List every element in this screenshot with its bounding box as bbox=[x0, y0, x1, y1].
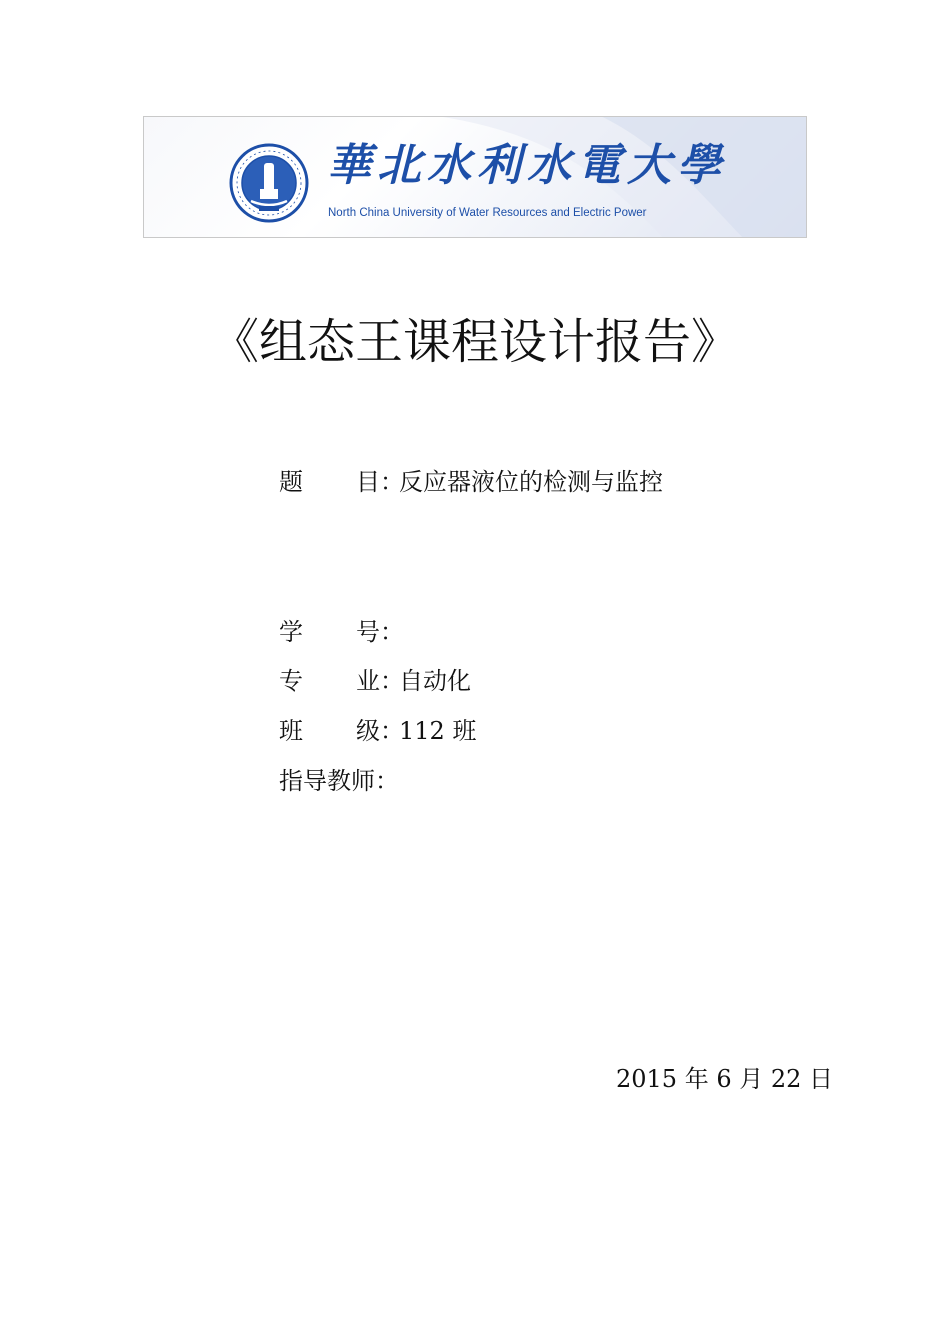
major-value: 自动化 bbox=[399, 667, 471, 695]
university-seal-icon bbox=[229, 143, 309, 223]
major-row bbox=[279, 665, 471, 697]
report-title: 《组态王课程设计报告》 bbox=[210, 314, 739, 370]
student-id-label: 学 号： bbox=[279, 618, 404, 646]
class-row bbox=[279, 715, 476, 747]
university-name-cn: 華北水利水電大學 bbox=[327, 140, 727, 191]
report-date: 2015 年 6 月 22 日 bbox=[616, 1065, 834, 1093]
topic-label: 题 目： bbox=[279, 468, 404, 496]
major-label: 专 业： bbox=[279, 667, 404, 695]
class-label: 班 级： bbox=[279, 717, 404, 745]
advisor-label: 指导教师： bbox=[279, 767, 399, 795]
topic-value: 反应器液位的检测与监控 bbox=[399, 468, 663, 496]
class-value: 112 班 bbox=[399, 717, 477, 745]
student-id-row bbox=[279, 616, 404, 648]
advisor-row bbox=[279, 765, 399, 797]
topic-row bbox=[279, 466, 663, 498]
university-name-en: North China University of Water Resources and Electric Power bbox=[328, 207, 647, 219]
university-banner bbox=[143, 116, 807, 238]
